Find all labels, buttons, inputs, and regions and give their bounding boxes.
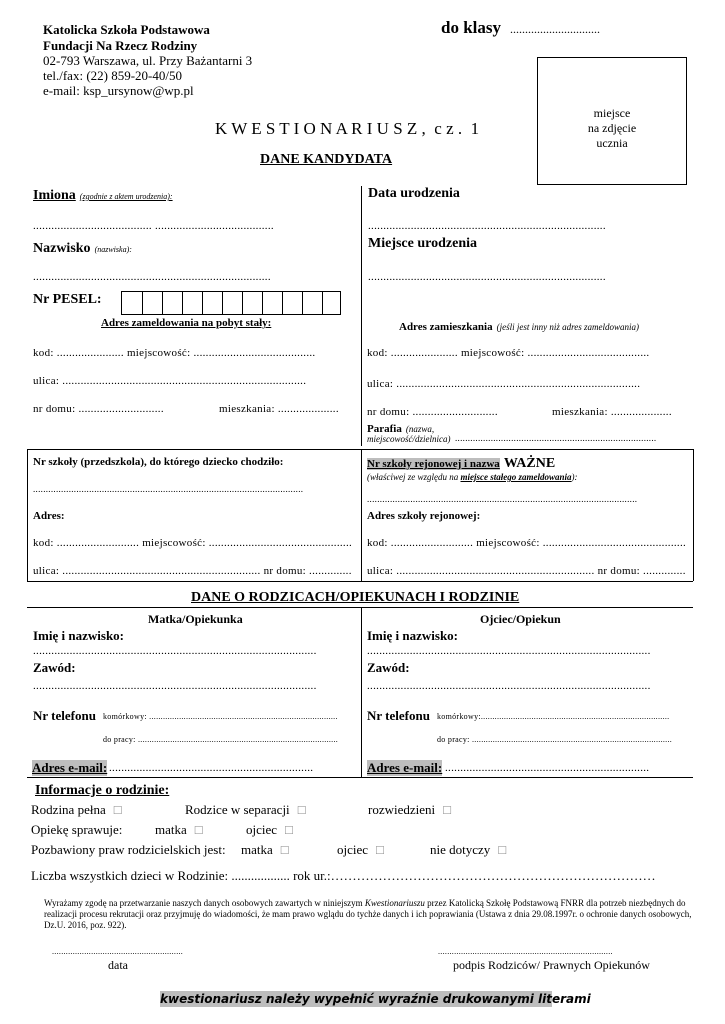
school-section-left-border xyxy=(27,449,28,581)
father-phone-label: Nr telefonu xyxy=(367,708,430,723)
prev-school-input[interactable]: .......................................................................................................... xyxy=(33,484,304,494)
photo-line1: miejsce xyxy=(593,106,631,120)
class-label: do klasy xyxy=(441,18,501,37)
kod-right-input[interactable]: kod: ...................... miejscowość: ........................................ xyxy=(367,347,650,359)
father-work-phone-input[interactable]: do pracy: ....................................................................................... xyxy=(437,735,673,744)
imiona-note: (zgodnie z aktem urodzenia): xyxy=(79,192,173,201)
adres-zamieszkania-text: Adres zamieszkania xyxy=(399,321,493,333)
school-section-top-border xyxy=(27,449,693,450)
family-divorced-checkbox[interactable]: □ xyxy=(443,802,451,817)
photo-line3: ucznia xyxy=(596,136,628,150)
data-urodzenia-label: Data urodzenia xyxy=(368,186,460,201)
care-label: Opiekę sprawuje: xyxy=(31,822,123,837)
mieszkania-right-input[interactable]: mieszkania: .................... xyxy=(552,406,672,418)
adres-zamieszkania-note: (jeśli jest inny niż adres zameldowania) xyxy=(496,322,640,332)
deprived-na-checkbox[interactable]: □ xyxy=(498,842,507,857)
school-section-right-border xyxy=(693,449,694,581)
family-info-title: Informacje o rodzinie: xyxy=(35,783,170,798)
section-candidate-title: DANE KANDYDATA xyxy=(260,152,393,167)
district-school-text: Nr szkoły rejonowej i nazwa xyxy=(367,458,500,470)
prev-school-ulica-input[interactable]: ulica: ................................................................. nr domu: .............. xyxy=(33,565,352,577)
father-email-label: Adres e-mail: xyxy=(367,760,443,775)
prev-school-label: Nr szkoły (przedszkola), do którego dziecko chodziło: xyxy=(33,456,284,468)
date-input[interactable]: ......................................................... xyxy=(52,947,184,956)
care-father-checkbox[interactable]: □ xyxy=(285,822,293,837)
consent-text xyxy=(44,898,694,931)
mother-phone-label: Nr telefonu xyxy=(33,708,96,723)
class-input[interactable]: .............................. xyxy=(510,22,600,36)
care-mother-label: matka xyxy=(155,822,187,837)
father-name-label: Imię i nazwisko: xyxy=(367,628,458,643)
mother-name-label: Imię i nazwisko: xyxy=(33,628,124,643)
parents-top-border xyxy=(27,607,693,608)
father-job-label: Zawód: xyxy=(367,660,410,675)
signature-input[interactable]: ............................................................................ xyxy=(438,947,613,956)
school-address: 02-793 Warszawa, ul. Przy Bażantarni 3 xyxy=(43,53,253,68)
imiona-input[interactable]: ....................................... ....................................... xyxy=(33,220,274,232)
section-parents-title: DANE O RODZICACH/OPIEKUNACH I RODZINIE xyxy=(191,590,520,605)
deprived-mother xyxy=(241,842,289,858)
pesel-input[interactable] xyxy=(121,291,341,315)
district-school-label xyxy=(367,454,555,472)
page-title: K W E S T I O N A R I U S Z , c z . 1 xyxy=(215,119,480,138)
parafia-note1: (nazwa, xyxy=(405,424,435,434)
ulica-right-input[interactable]: ulica: ................................................................................ xyxy=(367,378,641,390)
school-name-line1: Katolicka Szkoła Podstawowa xyxy=(43,22,210,37)
district-school-input[interactable]: .......................................................................................................... xyxy=(367,494,638,504)
father-header: Ojciec/Opiekun xyxy=(480,612,561,626)
deprived-father-checkbox[interactable]: □ xyxy=(376,842,384,857)
children-count-input[interactable]: Liczba wszystkich dzieci w Rodzinie: .................. rok ur.:………………………………………………………………… xyxy=(31,868,656,883)
district-school-ulica-input[interactable]: ulica: ................................................................. nr domu: .............. xyxy=(367,565,686,577)
adres-zamieszkania-label xyxy=(399,317,639,335)
consent-part1: Wyrażamy zgodę na przetwarzanie naszych danych osobowych zawartych w niniejszym xyxy=(44,898,365,908)
prev-school-address-label: Adres: xyxy=(33,510,65,522)
adres-zameldowania-label: Adres zameldowania na pobyt stały: xyxy=(101,317,272,329)
date-label: data xyxy=(108,958,128,972)
school-section-bottom-border xyxy=(27,581,693,582)
deprived-na-label: nie dotyczy xyxy=(430,842,491,857)
family-separated-checkbox[interactable]: □ xyxy=(297,802,306,817)
mother-email-label: Adres e-mail: xyxy=(32,760,108,775)
miejsce-urodzenia-label: Miejsce urodzenia xyxy=(368,236,477,251)
mother-mobile-input[interactable]: komórkowy: .................................................................................. xyxy=(103,712,338,721)
imiona-label xyxy=(33,186,173,204)
pesel-label: Nr PESEL: xyxy=(33,292,102,307)
nazwisko-text: Nazwisko xyxy=(33,241,91,256)
mieszkania-left-input[interactable]: mieszkania: .................... xyxy=(219,403,339,415)
nrdomu-right-input[interactable]: nr domu: ............................ xyxy=(367,406,498,418)
care-father xyxy=(246,822,293,838)
parents-bottom-border xyxy=(27,777,693,778)
deprived-father-label: ojciec xyxy=(337,842,369,857)
photo-line2: na zdjęcie xyxy=(587,121,637,135)
family-full-label: Rodzina pełna xyxy=(31,802,106,817)
prev-school-kod-input[interactable]: kod: ........................... miejscowość: ............................................... xyxy=(33,537,353,549)
deprived-mother-checkbox[interactable]: □ xyxy=(280,842,289,857)
father-mobile-input[interactable]: komórkowy:.................................................................................. xyxy=(437,712,670,721)
mother-email-input[interactable]: ................................................................... xyxy=(109,762,314,774)
mother-job-label: Zawód: xyxy=(33,660,76,675)
deprived-father xyxy=(337,842,384,858)
photo-placeholder xyxy=(537,57,687,185)
ulica-left-input[interactable]: ulica: ................................................................................ xyxy=(33,375,307,387)
district-note-a: (właściwej ze względu na xyxy=(367,472,461,482)
care-mother xyxy=(155,822,203,838)
signature-label: podpis Rodziców/ Prawnych Opiekunów xyxy=(453,958,650,972)
school-name-line2: Fundacji Na Rzecz Rodziny xyxy=(43,38,198,53)
parafia-note2: miejscowość/dzielnica) xyxy=(367,434,451,444)
district-note-c: ): xyxy=(571,472,578,482)
family-full-checkbox[interactable]: □ xyxy=(113,802,122,817)
family-separated xyxy=(185,802,306,818)
district-school-address-label: Adres szkoły rejonowej: xyxy=(367,510,481,522)
nazwisko-label xyxy=(33,239,132,257)
data-urodzenia-input[interactable]: .............................................................................. xyxy=(368,220,606,232)
care-mother-checkbox[interactable]: □ xyxy=(194,822,203,837)
parafia-text: Parafia xyxy=(367,423,402,435)
deprived-label: Pozbawiony praw rodzicielskich jest: xyxy=(31,842,226,857)
family-full xyxy=(31,802,122,818)
column-divider xyxy=(361,186,362,446)
district-note-b: miejsce stałego zameldowania xyxy=(460,472,572,482)
family-divorced-label: rozwiedzieni xyxy=(368,802,436,817)
district-school-note xyxy=(367,472,578,482)
parafia-input[interactable]: ............................................................................... xyxy=(455,433,657,443)
mother-header: Matka/Opiekunka xyxy=(148,612,243,626)
mother-work-phone-input[interactable]: do pracy: ....................................................................................... xyxy=(103,735,339,744)
consent-part2: przez Katolicką Szkołę Podstawową FNRR dla potrzeb niezbędnych do realizacji procesu rekrutacji oraz przyjmuję do wiadomości, że mam prawo wglądu do tychże danych i ich poprawiania (Ustawa z dnia 29.08.1997r. o ochronie danych osobowych, Dz.U. 2016, poz. 922). xyxy=(44,898,692,930)
family-divorced xyxy=(368,802,451,818)
imiona-text: Imiona xyxy=(33,188,76,203)
father-email-input[interactable]: ................................................................... xyxy=(445,762,650,774)
nazwisko-input[interactable]: .............................................................................. xyxy=(33,271,271,283)
miejsce-urodzenia-input[interactable]: .............................................................................. xyxy=(368,271,606,283)
nrdomu-left-input[interactable]: nr domu: ............................ xyxy=(33,403,164,415)
district-school-important: WAŻNE xyxy=(503,456,556,471)
school-phone: tel./fax: (22) 859-20-40/50 xyxy=(43,68,182,83)
deprived-mother-label: matka xyxy=(241,842,273,857)
nazwisko-note: (nazwiska): xyxy=(94,245,132,254)
consent-italic: Kwestionariuszu xyxy=(364,898,425,908)
school-email: e-mail: ksp_ursynow@wp.pl xyxy=(43,83,194,98)
deprived-na xyxy=(430,842,506,858)
family-separated-label: Rodzice w separacji xyxy=(185,802,290,817)
district-school-kod-input[interactable]: kod: ........................... miejscowość: ............................................... xyxy=(367,537,687,549)
mother-name-input[interactable]: ............................................................................................. xyxy=(33,645,317,657)
father-name-input[interactable]: ............................................................................................. xyxy=(367,645,651,657)
footer-instruction: kwestionariusz należy wypełnić wyraźnie drukowanymi literami xyxy=(160,992,591,1006)
kod-left-input[interactable]: kod: ...................... miejscowość: ........................................ xyxy=(33,347,316,359)
parents-divider xyxy=(361,607,362,777)
care-father-label: ojciec xyxy=(246,822,278,837)
school-section-divider xyxy=(361,449,362,581)
father-job-input[interactable]: ............................................................................................. xyxy=(367,680,651,692)
mother-job-input[interactable]: ............................................................................................. xyxy=(33,680,317,692)
